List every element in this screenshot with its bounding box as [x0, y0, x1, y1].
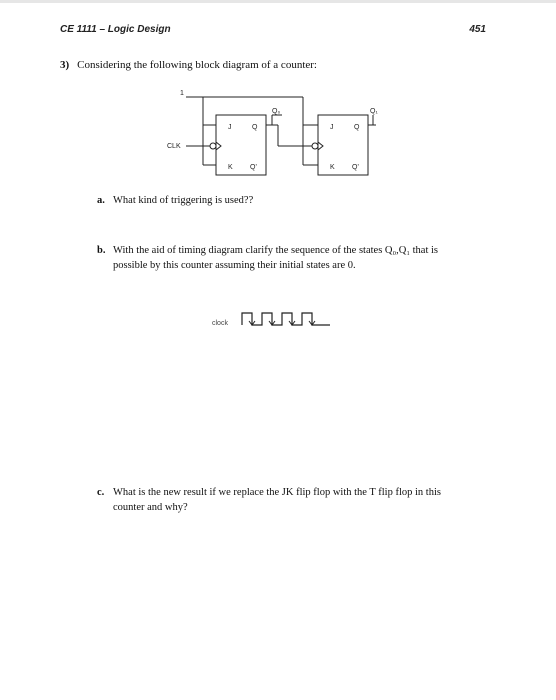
ff0-j-label: J: [228, 124, 232, 131]
part-a: [97, 193, 253, 208]
ff1-qbar-label: Q': [352, 164, 359, 171]
page-top-border: [0, 0, 556, 3]
ff0-clock-bubble: [210, 143, 216, 149]
ff1-j-label: J: [330, 124, 334, 131]
ff0-k-label: K: [228, 164, 233, 171]
part-c-letter: c.: [97, 487, 105, 498]
course-title: CE 1111 – Logic Design: [60, 24, 171, 35]
part-b: [97, 243, 487, 273]
clock-waveform: [242, 313, 330, 325]
question-number: 3): [60, 59, 70, 71]
counter-block-diagram: [160, 85, 380, 190]
clock-label: clock: [212, 320, 228, 327]
part-b-line-1: With the aid of timing diagram clarify the sequence of the states Q₀,Q₁ that is: [113, 245, 439, 256]
part-a-text: What kind of triggering is used??: [113, 195, 254, 206]
ff0-q-label: Q: [252, 124, 258, 131]
ff1-q-label: Q: [354, 124, 360, 131]
question-3: [60, 59, 317, 71]
part-b-line-2: possible by this counter assuming their initial states are 0.: [113, 260, 356, 271]
ff1-clock-triangle: [318, 142, 323, 150]
flip-flop-0: [216, 115, 266, 175]
ff1-output-label: Q₁: [370, 108, 378, 115]
page-number: 451: [469, 24, 486, 35]
ff0-clock-triangle: [216, 142, 221, 150]
part-a-letter: a.: [97, 195, 105, 206]
flip-flop-1: [318, 115, 368, 175]
input-one-label: 1: [180, 90, 184, 97]
clk-label: CLK: [167, 143, 181, 150]
part-b-letter: b.: [97, 245, 106, 256]
part-c: [97, 485, 487, 515]
ff1-clock-bubble: [312, 143, 318, 149]
ff0-qbar-label: Q': [250, 164, 257, 171]
clock-timing-diagram: [212, 308, 402, 332]
page-header: [60, 24, 486, 40]
ff1-k-label: K: [330, 164, 335, 171]
part-c-line-2: counter and why?: [113, 502, 188, 513]
ff0-output-label: Q₀: [272, 108, 281, 115]
part-c-line-1: What is the new result if we replace the JK flip flop with the T flip flop in this: [113, 487, 441, 498]
question-text: Considering the following block diagram of a counter:: [77, 59, 317, 71]
